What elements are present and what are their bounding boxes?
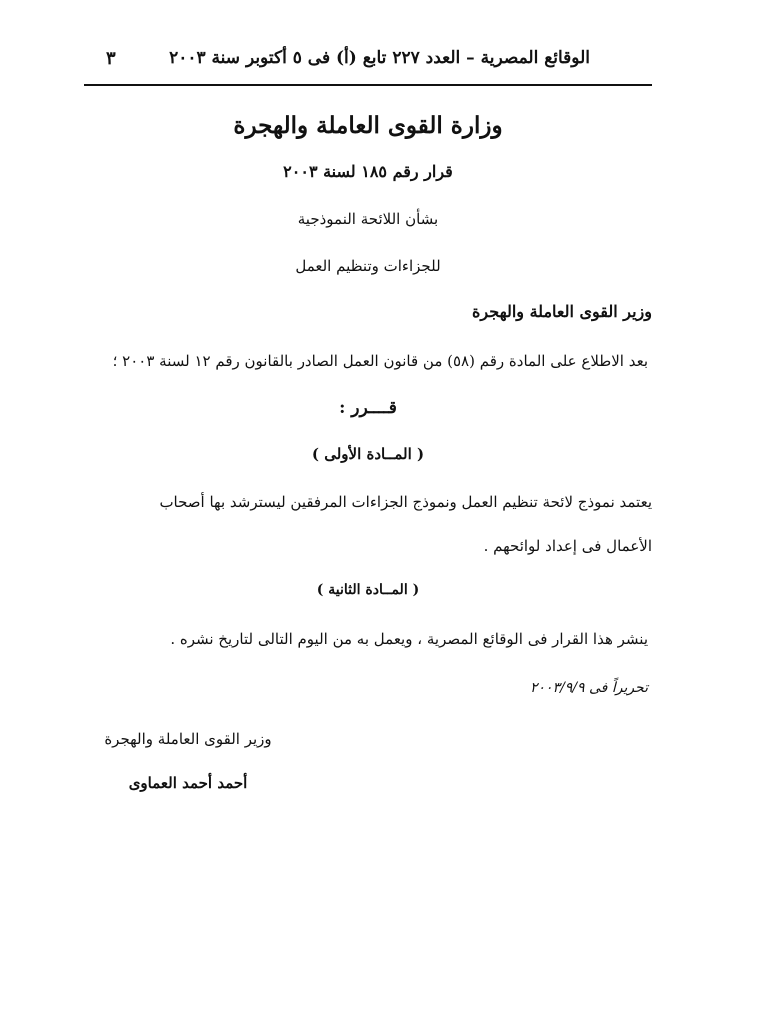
running-header: الوقائع المصرية – العدد ٢٢٧ تابع (أ) فى ٥ أكتوبر سنة ٢٠٠٣ xyxy=(169,48,590,68)
article1-text-line1: يعتمد نموذج لائحة تنظيم العمل ونموذج الجزاءات المرفقين ليسترشد بها أصحاب xyxy=(159,493,652,511)
ministry-title: وزارة القوى العاملة والهجرة xyxy=(233,112,503,139)
article2-title: ( المــادة الثانية ) xyxy=(316,582,420,598)
decree-subject-line2: للجزاءات وتنظيم العمل xyxy=(295,257,441,275)
preamble-text: بعد الاطلاع على المادة رقم (٥٨) من قانون العمل الصادر بالقانون رقم ١٢ لسنة ٢٠٠٣ ؛ xyxy=(112,352,648,370)
article1-text-line2: الأعمال فى إعداد لوائحهم . xyxy=(483,537,652,555)
article2-text: ينشر هذا القرار فى الوقائع المصرية ، ويعمل به من اليوم التالى لتاريخ نشره . xyxy=(170,630,648,648)
decided-heading: قــــرر : xyxy=(339,398,397,418)
page-number: ٣ xyxy=(106,48,116,69)
signatory-name: أحمد أحمد العماوى xyxy=(128,774,248,792)
decree-number: قرار رقم ١٨٥ لسنة ٢٠٠٣ xyxy=(283,162,453,181)
minister-heading: وزير القوى العاملة والهجرة xyxy=(472,302,652,321)
header-rule xyxy=(84,84,652,86)
issue-date: تحريراً فى ٢٠٠٣/٩/٩ xyxy=(530,680,648,696)
signatory-title: وزير القوى العاملة والهجرة xyxy=(104,730,272,748)
article1-title: ( المــادة الأولى ) xyxy=(311,445,425,463)
decree-subject-line1: بشأن اللائحة النموذجية xyxy=(297,210,439,228)
